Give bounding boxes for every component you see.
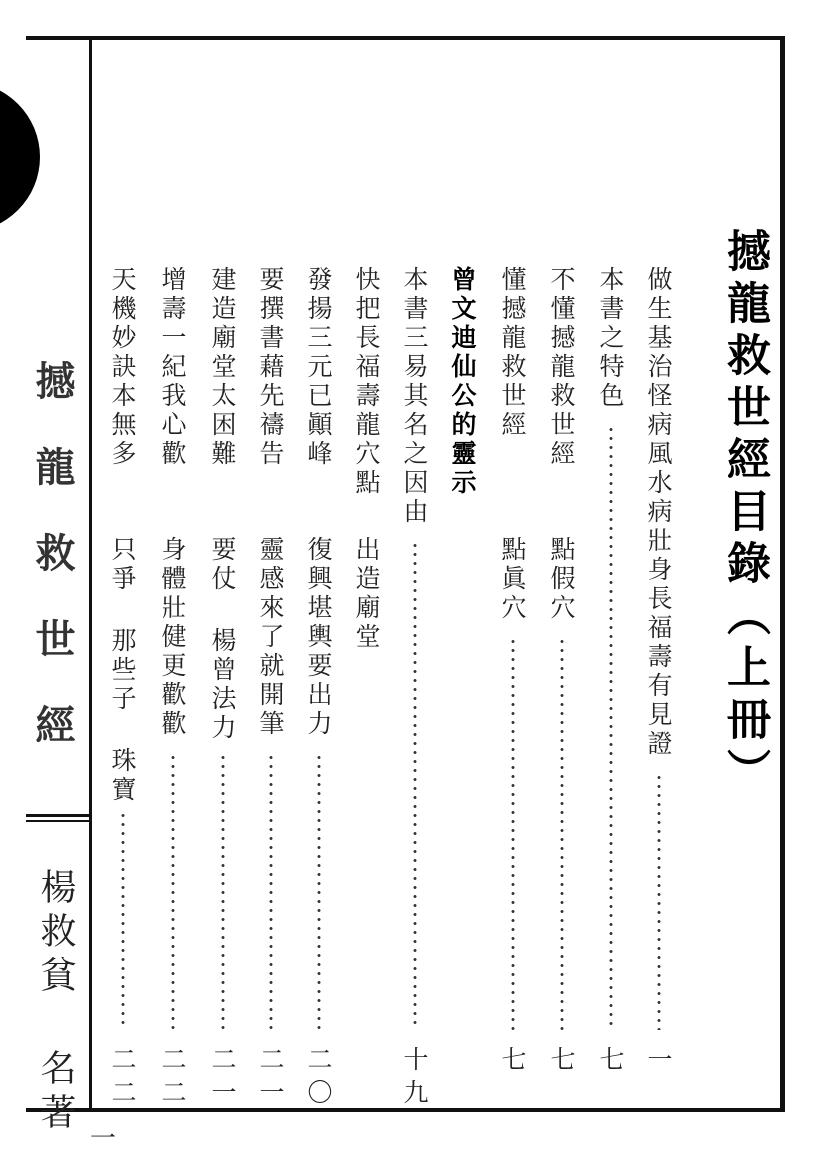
toc-entry-subtitle: 點眞穴	[498, 536, 527, 623]
toc-entry-title: 曾文迪仙公的靈示	[448, 266, 477, 498]
leader-dots	[558, 637, 566, 1030]
frame-top-line	[26, 36, 784, 40]
toc-entry-title: 不懂撼龍救世經	[547, 266, 576, 469]
toc-title: 撼龍救世經目錄（上冊）	[719, 228, 770, 800]
spine-title: 撼龍救世經	[29, 360, 76, 790]
toc-entry-title: 本書三易其名之因由	[400, 266, 429, 527]
page-number: 一	[90, 1124, 117, 1154]
toc-entry-title: 懂撼龍救世經	[498, 266, 527, 440]
toc-entry-title: 增壽一紀我心歡	[158, 266, 187, 469]
toc-entry-title: 做生基治怪病風水病壯身長福壽有見證	[644, 266, 673, 759]
leader-dots	[219, 753, 227, 1030]
leader-dots	[509, 637, 517, 1030]
leader-dots	[655, 773, 663, 1030]
spine-rule	[26, 814, 90, 817]
toc-page-number: 七	[498, 1046, 527, 1079]
toc-page-number: 七	[547, 1046, 576, 1079]
toc-page-number: 二二	[158, 1046, 187, 1112]
toc-entry-title: 快把長福壽龍穴點	[352, 266, 381, 498]
toc-page-number: 二〇	[304, 1046, 333, 1112]
toc-page-number: 二一	[208, 1046, 237, 1112]
toc-entry-subtitle: 出造廟堂	[352, 536, 381, 652]
toc-entry-subtitle: 點假穴	[547, 536, 576, 623]
leader-dots	[267, 753, 275, 1030]
toc-entry-subtitle: 身體壯健更歡歡	[158, 536, 187, 739]
frame-inner-divider	[89, 38, 92, 1110]
toc-entry-title: 本書之特色	[596, 266, 625, 411]
toc-entry-title: 要撰書藉先禱告	[256, 266, 285, 469]
leader-dots	[169, 753, 177, 1030]
toc-entry-title: 發揚三元已顚峰	[304, 266, 333, 469]
toc-entry-subtitle: 靈感來了就開筆	[256, 536, 285, 739]
toc-entry-subtitle: 只爭 那些子 珠寶	[108, 536, 137, 805]
frame-right-line	[780, 36, 785, 1110]
toc-page-number: 一	[644, 1046, 673, 1079]
toc-page-number: 二二	[108, 1046, 137, 1112]
leader-dots	[411, 541, 419, 1030]
leader-dots	[119, 811, 127, 1030]
toc-entry-title: 建造廟堂太困難	[208, 266, 237, 469]
toc-page-number: 二一	[256, 1046, 285, 1112]
author-name: 楊救貧 名著	[35, 868, 76, 1137]
toc-entry-subtitle: 復興堪輿要出力	[304, 536, 333, 739]
leader-dots	[315, 753, 323, 1030]
black-circle-mark	[0, 82, 40, 232]
toc-page-number: 七	[596, 1046, 625, 1079]
toc-page-number: 十九	[400, 1046, 429, 1112]
toc-entry-title: 天機妙訣本無多	[108, 266, 137, 469]
spine-rule-2	[26, 820, 90, 822]
leader-dots	[607, 425, 615, 1030]
toc-entry-subtitle: 要仗 楊曾法力	[208, 536, 237, 743]
